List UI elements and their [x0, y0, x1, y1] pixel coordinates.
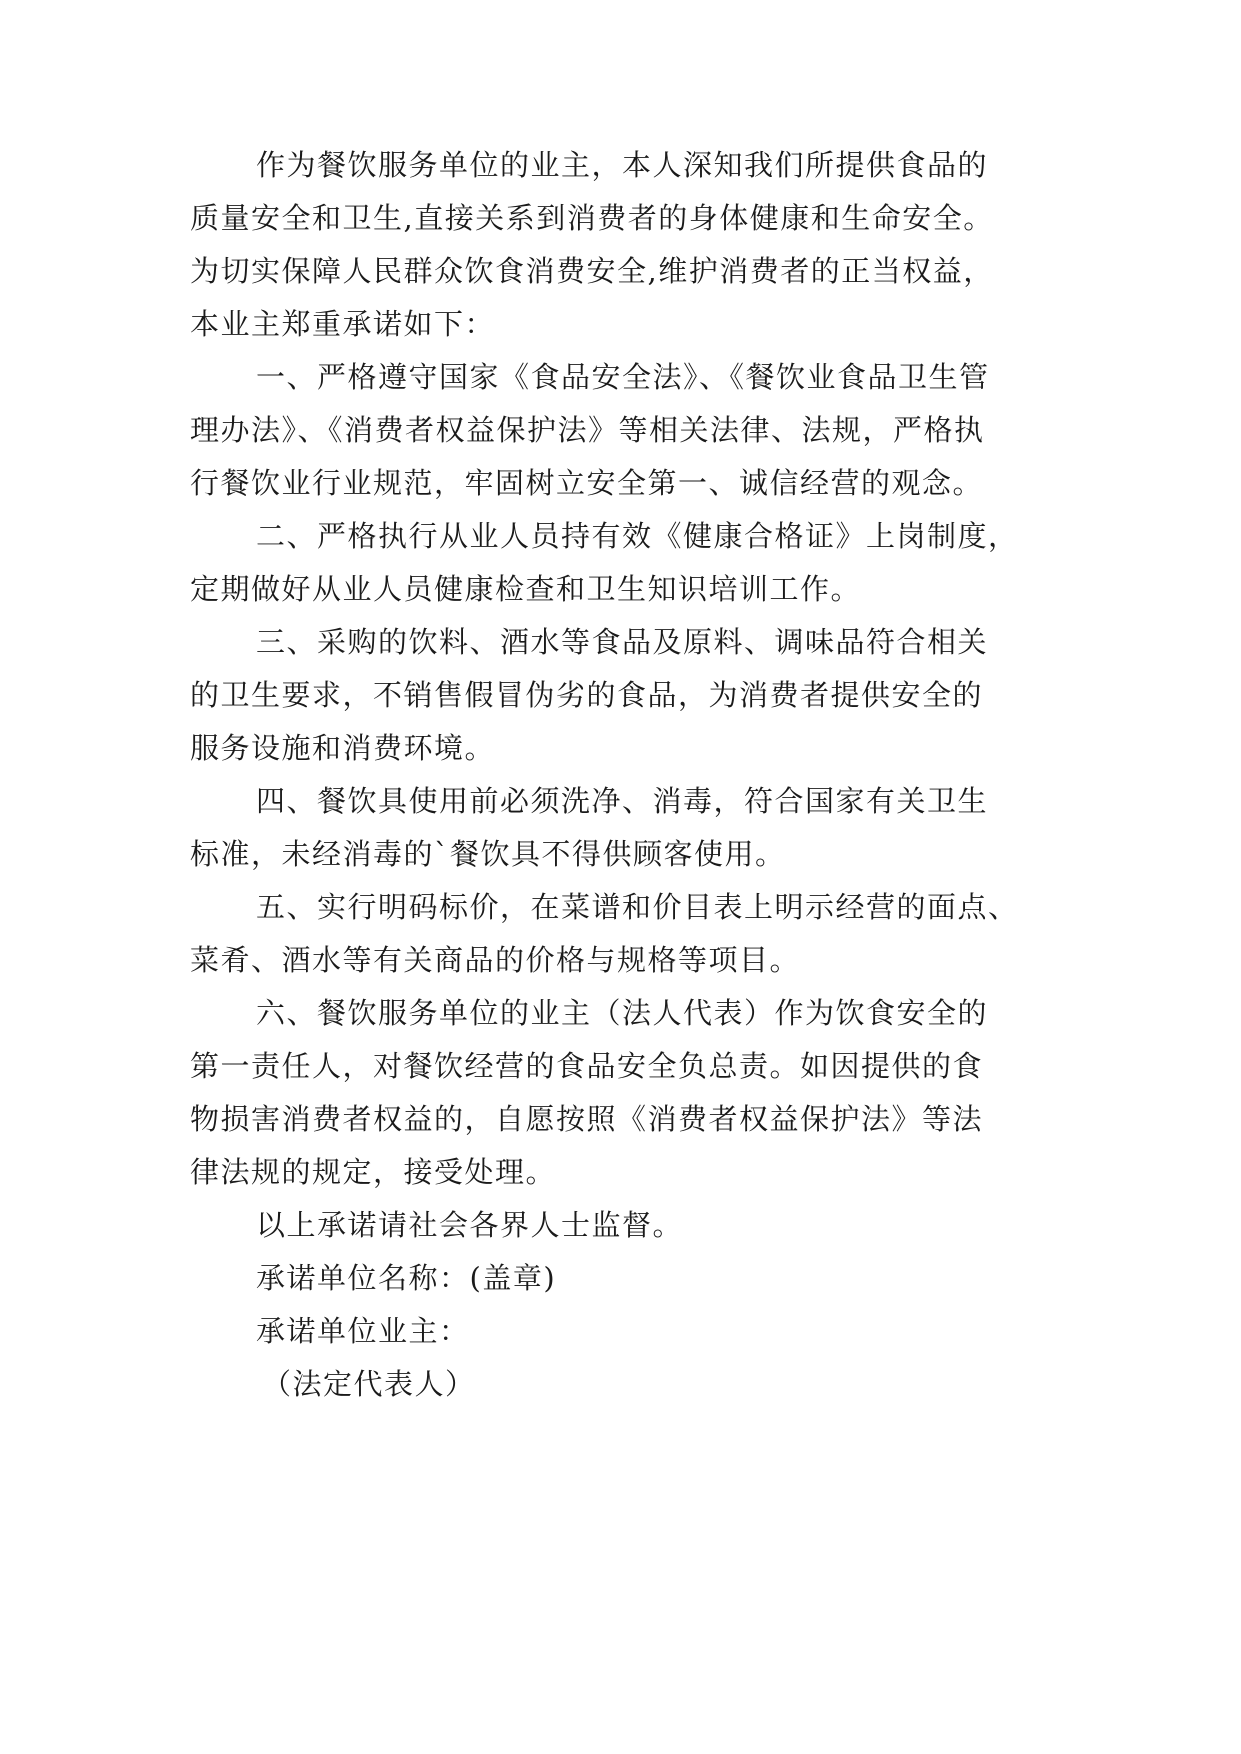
item-2-line-1: 二、严格执行从业人员持有效《健康合格证》上岗制度，	[256, 519, 1019, 553]
item-6-line-4: 律法规的规定，接受处理。	[190, 1155, 557, 1189]
item-2-line-2: 定期做好从业人员健康检查和卫生知识培训工作。	[190, 572, 862, 606]
closing-line: 以上承诺请社会各界人士监督。	[256, 1208, 684, 1242]
intro-line-4: 本业主郑重承诺如下：	[190, 307, 496, 341]
item-5-line-2: 菜肴、酒水等有关商品的价格与规格等项目。	[190, 943, 801, 977]
item-4-line-1: 四、餐饮具使用前必须洗净、消毒，符合国家有关卫生	[256, 784, 989, 818]
intro-line-3: 为切实保障人民群众饮食消费安全,维护消费者的正当权益，	[190, 254, 994, 288]
intro-line-1: 作为餐饮服务单位的业主，本人深知我们所提供食品的	[256, 148, 989, 182]
unit-name-label: 承诺单位名称：(盖章)	[256, 1261, 557, 1295]
item-3-line-3: 服务设施和消费环境。	[190, 731, 496, 765]
item-6-line-2: 第一责任人，对餐饮经营的食品安全负总责。如因提供的食	[190, 1049, 984, 1083]
item-6-line-3: 物损害消费者权益的，自愿按照《消费者权益保护法》等法	[190, 1102, 984, 1136]
legal-representative-label: （法定代表人）	[262, 1367, 476, 1401]
item-1-line-2: 理办法》、《消费者权益保护法》等相关法律、法规，严格执	[190, 413, 985, 447]
item-6-line-1: 六、餐饮服务单位的业主（法人代表）作为饮食安全的	[256, 996, 989, 1030]
item-1-line-3: 行餐饮业行业规范，牢固树立安全第一、诚信经营的观念。	[190, 466, 984, 500]
item-4-line-2: 标准，未经消毒的`餐饮具不得供顾客使用。	[190, 837, 786, 871]
item-3-line-1: 三、采购的饮料、酒水等食品及原料、调味品符合相关	[256, 625, 989, 659]
item-1-line-1: 一、严格遵守国家《食品安全法》、《餐饮业食品卫生管	[256, 360, 990, 394]
owner-label: 承诺单位业主：	[256, 1314, 470, 1348]
item-3-line-2: 的卫生要求，不销售假冒伪劣的食品，为消费者提供安全的	[190, 678, 984, 712]
item-5-line-1: 五、实行明码标价，在菜谱和价目表上明示经营的面点、	[256, 890, 1019, 924]
intro-line-2: 质量安全和卫生,直接关系到消费者的身体健康和生命安全。	[190, 201, 994, 235]
